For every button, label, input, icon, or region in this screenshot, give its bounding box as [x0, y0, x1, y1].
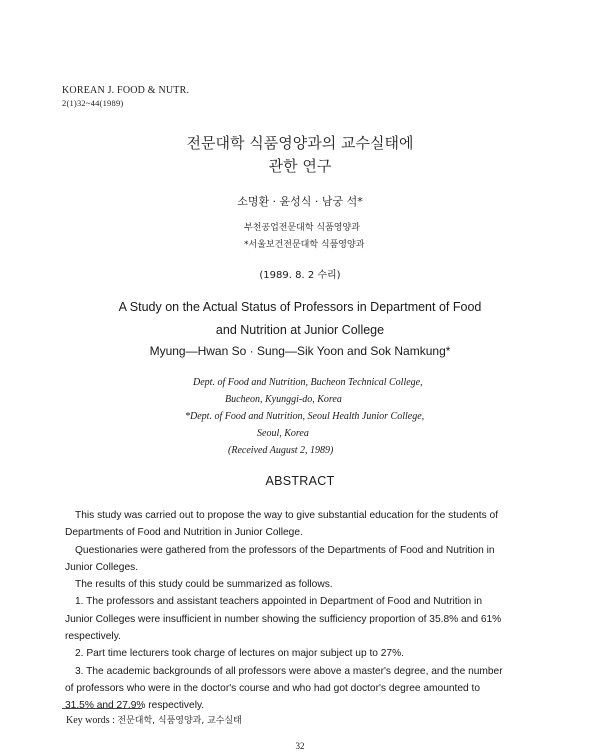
english-title	[0, 296, 600, 342]
abstract-paragraph-1: This study was carried out to propose the way to give substantial education for the students of Departments of Food and Nutrition in Junior College.	[65, 510, 499, 539]
journal-info	[62, 84, 189, 110]
english-authors: Myung—Hwan So · Sung—Sik Yoon and Sok Namkung*	[149, 344, 451, 358]
footnote-rule	[62, 708, 142, 709]
english-affiliation-1: Dept. of Food and Nutrition, Bucheon Technical College,	[193, 377, 423, 388]
abstract-paragraph-3: The results of this study could be summarized as follows.	[75, 579, 333, 591]
korean-title	[0, 132, 600, 178]
abstract-heading: ABSTRACT	[265, 474, 335, 488]
english-title-line2: and Nutrition at Junior College	[215, 323, 385, 337]
english-affiliation-1-location: Bucheon, Kyunggi-do, Korea	[225, 394, 342, 405]
korean-title-line2: 관한 연구	[268, 157, 332, 175]
abstract-result-3: 3. The academic backgrounds of all professors were above a master's degree, and the number of professors who were in the doctor's course and who had got doctor's degree amounted to 31.5% and 27.9% respectively.	[65, 665, 503, 712]
english-affiliation-2-location: Seoul, Korea	[257, 428, 309, 439]
korean-affiliations	[244, 220, 364, 254]
page-number: 32	[295, 741, 305, 751]
keywords-label: Key words :	[66, 715, 115, 726]
english-title-line1: A Study on the Actual Status of Professors in Department of Food	[118, 300, 482, 314]
abstract-paragraph-2: Questionaries were gathered from the professors of the Departments of Food and Nutrition in Junior Colleges.	[65, 544, 495, 573]
abstract-result-1: 1. The professors and assistant teachers appointed in Department of Food and Nutrition in Junior Colleges were insufficient in number showing the sufficiency proportion of 35.8% and 61% respectively.	[65, 596, 502, 643]
korean-authors: 소명환 · 윤성식 · 남궁 석*	[237, 195, 363, 208]
english-received-date: (Received August 2, 1989)	[228, 445, 334, 456]
korean-affiliation-2: *서울보건전문대학 식품영양과	[244, 240, 365, 250]
journal-name: KOREAN J. FOOD & NUTR.	[62, 85, 190, 96]
korean-title-line1: 전문대학 식품영양과의 교수실태에	[186, 134, 414, 152]
korean-received-date: (1989. 8. 2 수리)	[259, 270, 341, 281]
journal-volume: 2(1)32~44(1989)	[62, 98, 124, 108]
abstract-body	[65, 507, 505, 715]
keywords-terms: 전문대학, 식품영양과, 교수실태	[117, 716, 242, 726]
abstract-result-2: 2. Part time lecturers took charge of lectures on major subject up to 27%.	[75, 648, 404, 660]
keywords	[66, 713, 242, 726]
korean-affiliation-1: 부천공업전문대학 식품영양과	[244, 223, 360, 233]
english-affiliation-2: *Dept. of Food and Nutrition, Seoul Health Junior College,	[185, 411, 425, 422]
